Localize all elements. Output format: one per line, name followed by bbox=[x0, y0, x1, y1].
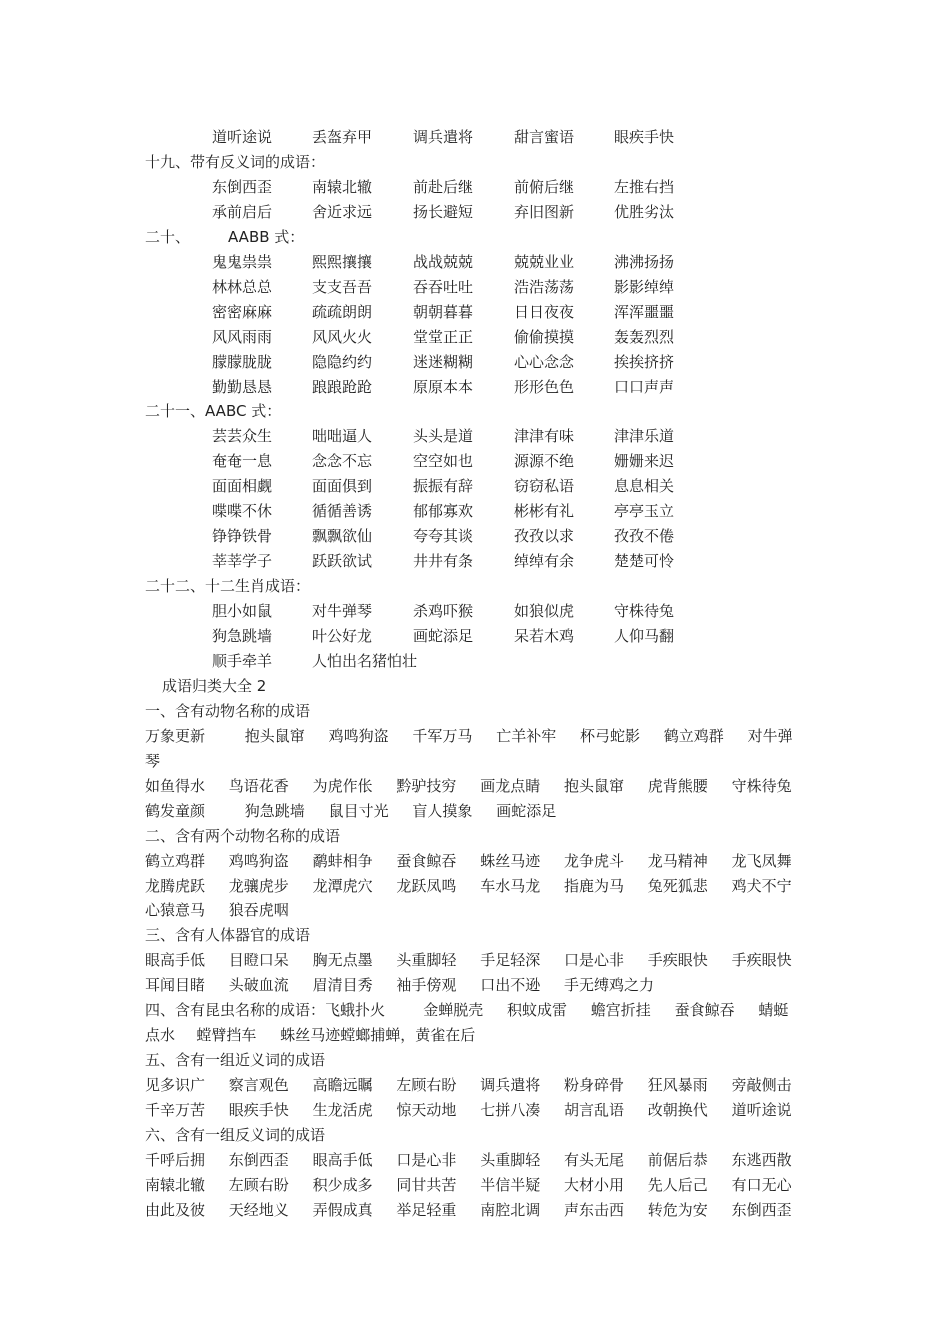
idiom: 窃窃私语 bbox=[514, 477, 575, 495]
idiom: 千呼后拥 bbox=[145, 1151, 206, 1169]
text-line bbox=[0, 948, 950, 972]
text-line bbox=[0, 300, 950, 324]
idiom: 承前启后 bbox=[212, 203, 273, 221]
text-line bbox=[0, 973, 950, 997]
text-line bbox=[0, 574, 950, 598]
idiom: 头重脚轻 bbox=[480, 1151, 541, 1169]
idiom: 粉身碎骨 bbox=[564, 1076, 625, 1094]
idiom: 黔驴技穷 bbox=[396, 777, 457, 795]
idiom: 鼠目寸光 bbox=[328, 802, 389, 820]
idiom: 手疾眼快 bbox=[647, 951, 708, 969]
idiom: 口出不逊 bbox=[480, 976, 541, 994]
text-line bbox=[0, 125, 950, 149]
text-line bbox=[0, 998, 950, 1022]
idiom: 人仰马翻 bbox=[614, 627, 675, 645]
idiom: 念念不忘 bbox=[312, 452, 373, 470]
idiom: 息息相关 bbox=[614, 477, 675, 495]
idiom: 轰轰烈烈 bbox=[614, 328, 675, 346]
idiom: 察言观色 bbox=[228, 1076, 289, 1094]
text-line bbox=[0, 599, 950, 623]
idiom: 隐隐约约 bbox=[312, 353, 373, 371]
idiom: 前倨后恭 bbox=[647, 1151, 708, 1169]
idiom: 见多识广 bbox=[145, 1076, 206, 1094]
idiom: 口是心非 bbox=[564, 951, 625, 969]
idiom: 熙熙攘攘 bbox=[312, 253, 373, 271]
idiom: 头破血流 bbox=[228, 976, 289, 994]
idiom: 呆若木鸡 bbox=[514, 627, 575, 645]
idiom: 胆小如鼠 bbox=[212, 602, 273, 620]
text-line bbox=[0, 849, 950, 873]
text-line bbox=[0, 699, 950, 723]
idiom: 先人后己 bbox=[647, 1176, 708, 1194]
idiom: 风风雨雨 bbox=[212, 328, 273, 346]
idiom: 目瞪口呆 bbox=[228, 951, 289, 969]
idiom: 偷偷摸摸 bbox=[514, 328, 575, 346]
text-line bbox=[0, 923, 950, 947]
text-line bbox=[0, 150, 950, 174]
idiom: 手疾眼快 bbox=[731, 951, 792, 969]
idiom: 左推右挡 bbox=[614, 178, 675, 196]
text-line bbox=[0, 524, 950, 548]
idiom: 积蚊成雷 bbox=[507, 1001, 568, 1019]
idiom: 虎背熊腰 bbox=[647, 777, 708, 795]
idiom: 琴 bbox=[145, 752, 161, 770]
idiom: 源源不绝 bbox=[514, 452, 575, 470]
idiom: 人怕出名猪怕壮 bbox=[312, 652, 418, 670]
idiom: 狼吞虎咽 bbox=[228, 901, 289, 919]
idiom: 狗急跳墙 bbox=[212, 627, 273, 645]
idiom: 循循善诱 bbox=[312, 502, 373, 520]
idiom: 跃跃欲试 bbox=[312, 552, 373, 570]
idiom: 面面俱到 bbox=[312, 477, 373, 495]
idiom: 南辕北辙 bbox=[145, 1176, 206, 1194]
idiom: 夸夸其谈 bbox=[413, 527, 474, 545]
idiom: 手无缚鸡之力 bbox=[564, 976, 655, 994]
idiom: 眼高手低 bbox=[145, 951, 206, 969]
idiom: 高瞻远瞩 bbox=[312, 1076, 373, 1094]
section-heading: 二十、 bbox=[145, 228, 191, 246]
idiom: 蜻蜓 bbox=[758, 1001, 789, 1019]
idiom: 堂堂正正 bbox=[413, 328, 474, 346]
idiom: 日日夜夜 bbox=[514, 303, 575, 321]
idiom: 孜孜以求 bbox=[514, 527, 575, 545]
idiom: 左顾右盼 bbox=[396, 1076, 457, 1094]
idiom: 车水马龙 bbox=[480, 877, 541, 895]
idiom: 盲人摸象 bbox=[412, 802, 473, 820]
idiom: 铮铮铁骨 bbox=[212, 527, 273, 545]
text-line bbox=[0, 1048, 950, 1072]
idiom: 振振有辞 bbox=[413, 477, 474, 495]
idiom: 踉踉跄跄 bbox=[312, 378, 373, 396]
idiom: 举足轻重 bbox=[396, 1201, 457, 1219]
idiom: 朦朦胧胧 bbox=[212, 353, 273, 371]
idiom: 杯弓蛇影 bbox=[580, 727, 641, 745]
idiom: 声东击西 bbox=[564, 1201, 625, 1219]
idiom: 密密麻麻 bbox=[212, 303, 273, 321]
text-line bbox=[0, 549, 950, 573]
idiom: 迷迷糊糊 bbox=[413, 353, 474, 371]
idiom: 为虎作伥 bbox=[312, 777, 373, 795]
text-line bbox=[0, 1198, 950, 1222]
idiom: 勤勤恳恳 bbox=[212, 378, 273, 396]
idiom: 蚕食鲸吞 bbox=[674, 1001, 735, 1019]
idiom: 龙骧虎步 bbox=[228, 877, 289, 895]
idiom: 前俯后继 bbox=[514, 178, 575, 196]
text-line bbox=[0, 674, 950, 698]
section-heading: 二十一、AABC 式： bbox=[145, 402, 282, 420]
idiom: 眼疾手快 bbox=[228, 1101, 289, 1119]
idiom: 甜言蜜语 bbox=[514, 128, 575, 146]
text-line bbox=[0, 1123, 950, 1147]
idiom: 守株待兔 bbox=[731, 777, 792, 795]
text-line bbox=[0, 200, 950, 224]
idiom: 七拼八凑 bbox=[480, 1101, 541, 1119]
idiom: 沸沸扬扬 bbox=[614, 253, 675, 271]
idiom: 弃旧图新 bbox=[514, 203, 575, 221]
idiom: 南腔北调 bbox=[480, 1201, 541, 1219]
text-line bbox=[0, 449, 950, 473]
idiom: 耳闻目睹 bbox=[145, 976, 206, 994]
idiom: 支支吾吾 bbox=[312, 278, 373, 296]
idiom: 袖手傍观 bbox=[396, 976, 457, 994]
text-line bbox=[0, 624, 950, 648]
idiom: 彬彬有礼 bbox=[514, 502, 575, 520]
idiom: 转危为安 bbox=[647, 1201, 708, 1219]
idiom: 莘莘学子 bbox=[212, 552, 273, 570]
text-line bbox=[0, 1023, 950, 1047]
text-line bbox=[0, 399, 950, 423]
idiom: 天经地义 bbox=[228, 1201, 289, 1219]
idiom: 龙潭虎穴 bbox=[312, 877, 373, 895]
section-heading: 五、含有一组近义词的成语 bbox=[145, 1051, 326, 1069]
text-line bbox=[0, 1098, 950, 1122]
idiom: 蟾宫折挂 bbox=[590, 1001, 651, 1019]
idiom: 狗急跳墙 bbox=[244, 802, 305, 820]
text-line bbox=[0, 749, 950, 773]
idiom: 头头是道 bbox=[413, 427, 474, 445]
idiom: 绰绰有余 bbox=[514, 552, 575, 570]
idiom: 指鹿为马 bbox=[564, 877, 625, 895]
text-line bbox=[0, 350, 950, 374]
idiom: 楚楚可怜 bbox=[614, 552, 675, 570]
section-heading: 十九、带有反义词的成语： bbox=[145, 153, 326, 171]
idiom: 津津有味 bbox=[514, 427, 575, 445]
idiom: 浑浑噩噩 bbox=[614, 303, 675, 321]
idiom: 鸟语花香 bbox=[228, 777, 289, 795]
idiom: 四、含有昆虫名称的成语：飞蛾扑火 bbox=[145, 1001, 386, 1019]
idiom: 画蛇添足 bbox=[496, 802, 557, 820]
text-line bbox=[0, 175, 950, 199]
idiom: 胡言乱语 bbox=[564, 1101, 625, 1119]
idiom: 由此及彼 bbox=[145, 1201, 206, 1219]
idiom: 扬长避短 bbox=[413, 203, 474, 221]
idiom: 蚕食鲸吞 bbox=[396, 852, 457, 870]
idiom: 奄奄一息 bbox=[212, 452, 273, 470]
idiom: 风风火火 bbox=[312, 328, 373, 346]
idiom: 林林总总 bbox=[212, 278, 273, 296]
idiom: 东倒西歪 bbox=[228, 1151, 289, 1169]
idiom: 空空如也 bbox=[413, 452, 474, 470]
idiom: 战战兢兢 bbox=[413, 253, 474, 271]
idiom: 鸡鸣狗盗 bbox=[228, 852, 289, 870]
idiom: 半信半疑 bbox=[480, 1176, 541, 1194]
idiom: 有口无心 bbox=[731, 1176, 792, 1194]
idiom: 鬼鬼祟祟 bbox=[212, 253, 273, 271]
idiom: 如狼似虎 bbox=[514, 602, 575, 620]
idiom: 龙跃凤鸣 bbox=[396, 877, 457, 895]
idiom: 芸芸众生 bbox=[212, 427, 273, 445]
idiom: 吞吞吐吐 bbox=[413, 278, 474, 296]
text-line bbox=[0, 375, 950, 399]
idiom: 头重脚轻 bbox=[396, 951, 457, 969]
idiom: 手足轻深 bbox=[480, 951, 541, 969]
idiom: 蛛丝马迹 bbox=[480, 852, 541, 870]
idiom: 鹤发童颜 bbox=[145, 802, 206, 820]
idiom: 点水 bbox=[145, 1026, 176, 1044]
text-line bbox=[0, 474, 950, 498]
idiom: 龙腾虎跃 bbox=[145, 877, 206, 895]
section-heading: 二、含有两个动物名称的成语 bbox=[145, 827, 341, 845]
idiom: 弄假成真 bbox=[312, 1201, 373, 1219]
idiom: 舍近求远 bbox=[312, 203, 373, 221]
idiom: 东倒西歪 bbox=[731, 1201, 792, 1219]
text-line bbox=[0, 1148, 950, 1172]
idiom: 井井有条 bbox=[413, 552, 474, 570]
idiom: 咄咄逼人 bbox=[312, 427, 373, 445]
idiom: 蛛丝马迹螳螂捕蝉，黄雀在后 bbox=[280, 1026, 476, 1044]
text-line bbox=[0, 275, 950, 299]
text-line bbox=[0, 874, 950, 898]
idiom: 飘飘欲仙 bbox=[312, 527, 373, 545]
idiom: 挨挨挤挤 bbox=[614, 353, 675, 371]
section-heading: 二十二、十二生肖成语： bbox=[145, 577, 311, 595]
idiom: 龙飞凤舞 bbox=[731, 852, 792, 870]
idiom: 心心念念 bbox=[514, 353, 575, 371]
section-heading: 六、含有一组反义词的成语 bbox=[145, 1126, 326, 1144]
idiom: 疏疏朗朗 bbox=[312, 303, 373, 321]
section-heading-suffix: AABB 式： bbox=[228, 228, 305, 246]
idiom: 守株待兔 bbox=[614, 602, 675, 620]
idiom: 鹤立鸡群 bbox=[145, 852, 206, 870]
idiom: 如鱼得水 bbox=[145, 777, 206, 795]
idiom: 左顾右盼 bbox=[228, 1176, 289, 1194]
idiom: 道听途说 bbox=[212, 128, 273, 146]
idiom: 亡羊补牢 bbox=[496, 727, 557, 745]
idiom: 喋喋不休 bbox=[212, 502, 273, 520]
text-line bbox=[0, 774, 950, 798]
idiom: 郁郁寡欢 bbox=[413, 502, 474, 520]
idiom: 龙马精神 bbox=[647, 852, 708, 870]
idiom: 浩浩荡荡 bbox=[514, 278, 575, 296]
text-line bbox=[0, 424, 950, 448]
idiom: 兔死狐悲 bbox=[647, 877, 708, 895]
idiom: 鹬蚌相争 bbox=[312, 852, 373, 870]
text-line bbox=[0, 649, 950, 673]
text-line bbox=[0, 799, 950, 823]
idiom: 道听途说 bbox=[731, 1101, 792, 1119]
text-line bbox=[0, 898, 950, 922]
idiom: 口是心非 bbox=[396, 1151, 457, 1169]
idiom: 同甘共苦 bbox=[396, 1176, 457, 1194]
idiom: 津津乐道 bbox=[614, 427, 675, 445]
idiom: 千军万马 bbox=[412, 727, 473, 745]
section-heading: 一、含有动物名称的成语 bbox=[145, 702, 311, 720]
idiom: 改朝换代 bbox=[647, 1101, 708, 1119]
idiom: 眼高手低 bbox=[312, 1151, 373, 1169]
section-heading: 三、含有人体器官的成语 bbox=[145, 926, 311, 944]
idiom: 对牛弹 bbox=[747, 727, 793, 745]
idiom: 兢兢业业 bbox=[514, 253, 575, 271]
text-line bbox=[0, 724, 950, 748]
document-subtitle: 成语归类大全 2 bbox=[162, 677, 267, 695]
idiom: 面面相觑 bbox=[212, 477, 273, 495]
idiom: 积少成多 bbox=[312, 1176, 373, 1194]
idiom: 原原本本 bbox=[413, 378, 474, 396]
idiom: 鸡鸣狗盗 bbox=[328, 727, 389, 745]
idiom: 姗姗来迟 bbox=[614, 452, 675, 470]
idiom: 影影绰绰 bbox=[614, 278, 675, 296]
idiom: 狂风暴雨 bbox=[647, 1076, 708, 1094]
idiom: 金蝉脱壳 bbox=[423, 1001, 484, 1019]
text-line bbox=[0, 1173, 950, 1197]
idiom: 孜孜不倦 bbox=[614, 527, 675, 545]
idiom: 大材小用 bbox=[564, 1176, 625, 1194]
idiom: 旁敲侧击 bbox=[731, 1076, 792, 1094]
idiom: 眼疾手快 bbox=[614, 128, 675, 146]
text-line bbox=[0, 824, 950, 848]
text-line bbox=[0, 1073, 950, 1097]
idiom: 画龙点睛 bbox=[480, 777, 541, 795]
idiom: 顺手牵羊 bbox=[212, 652, 273, 670]
idiom: 胸无点墨 bbox=[312, 951, 373, 969]
idiom: 画蛇添足 bbox=[413, 627, 474, 645]
idiom: 丢盔弃甲 bbox=[312, 128, 373, 146]
text-line bbox=[0, 499, 950, 523]
idiom: 惊天动地 bbox=[396, 1101, 457, 1119]
idiom: 千辛万苦 bbox=[145, 1101, 206, 1119]
idiom: 东逃西散 bbox=[731, 1151, 792, 1169]
idiom: 南辕北辙 bbox=[312, 178, 373, 196]
text-line bbox=[0, 250, 950, 274]
idiom: 龙争虎斗 bbox=[564, 852, 625, 870]
idiom: 调兵遣将 bbox=[480, 1076, 541, 1094]
idiom: 形形色色 bbox=[514, 378, 575, 396]
idiom: 鹤立鸡群 bbox=[663, 727, 724, 745]
idiom: 叶公好龙 bbox=[312, 627, 373, 645]
idiom: 口口声声 bbox=[614, 378, 675, 396]
idiom: 朝朝暮暮 bbox=[413, 303, 474, 321]
idiom: 心猿意马 bbox=[145, 901, 206, 919]
idiom: 调兵遣将 bbox=[413, 128, 474, 146]
idiom: 杀鸡吓猴 bbox=[413, 602, 474, 620]
idiom: 前赴后继 bbox=[413, 178, 474, 196]
text-line bbox=[0, 225, 950, 249]
idiom: 螳臂挡车 bbox=[196, 1026, 257, 1044]
text-line bbox=[0, 325, 950, 349]
idiom: 鸡犬不宁 bbox=[731, 877, 792, 895]
idiom: 抱头鼠窜 bbox=[564, 777, 625, 795]
idiom: 眉清目秀 bbox=[312, 976, 373, 994]
idiom: 对牛弹琴 bbox=[312, 602, 373, 620]
idiom: 抱头鼠窜 bbox=[244, 727, 305, 745]
idiom: 有头无尾 bbox=[564, 1151, 625, 1169]
idiom: 万象更新 bbox=[145, 727, 206, 745]
idiom: 生龙活虎 bbox=[312, 1101, 373, 1119]
idiom: 东倒西歪 bbox=[212, 178, 273, 196]
idiom: 亭亭玉立 bbox=[614, 502, 675, 520]
idiom: 优胜劣汰 bbox=[614, 203, 675, 221]
